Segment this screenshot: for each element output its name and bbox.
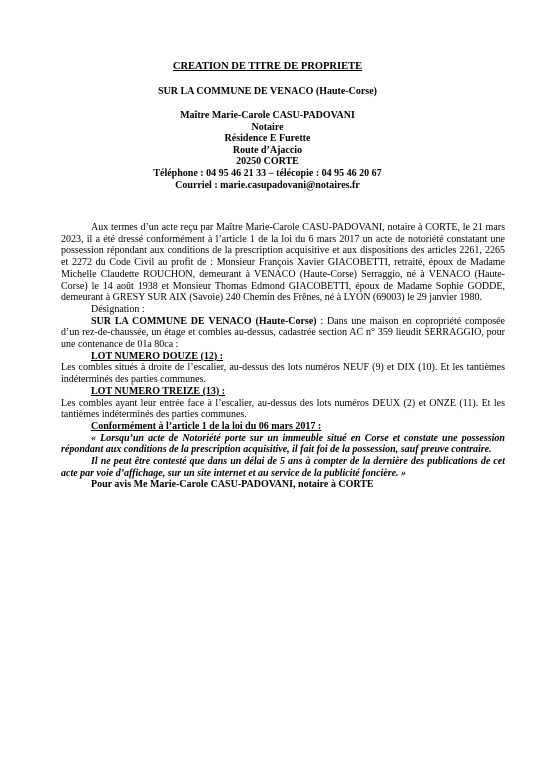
commune-paragraph xyxy=(61,316,505,351)
lot12-text: Les combles situés à droite de l’escalier, au-dessus des lots numéros NEUF (9) et DIX (10). Et les tantièmes indéterminés des parties communes. xyxy=(61,362,505,386)
lot13-title: LOT NUMERO TREIZE (13) : xyxy=(91,385,226,397)
document-body xyxy=(61,222,505,491)
notary-road: Route d’Ajaccio xyxy=(232,144,303,156)
legal-quote-1: « Lorsqu’un acte de Notoriété porte sur un immeuble situé en Corse et constate une possession répondant aux conditions de la prescription acquisitive, il fait foi de la possession, sauf preuve contraire. xyxy=(61,432,505,456)
designation-label: Désignation : xyxy=(91,303,145,315)
commune-label: SUR LA COMMUNE DE VENACO (Haute-Corse) xyxy=(91,315,317,327)
notary-city: 20250 CORTE xyxy=(236,156,299,168)
lot12-title: LOT NUMERO DOUZE (12) : xyxy=(91,350,224,362)
legal-quote-2: Il ne peut être contesté que dans un délai de 5 ans à compter de la dernière des publications de cet acte par voie d’affichage, sur un site internet et au service de la publicité foncière. » xyxy=(61,456,505,479)
closing-line: Pour avis Me Marie-Carole CASU-PADOVANI, notaire à CORTE xyxy=(91,479,374,491)
lot13-text: Les combles ayant leur entrée face à l’escalier, au-dessus des lots numéros DEUX (2) et ONZE (11). Et les tantièmes indéterminés des parties communes. xyxy=(61,397,505,421)
commune-text: : Dans une maison en copropriété composée d’un rez-de-chaussée, un étage et combles au-dessus, cadastrée section AC n° 359 lieudit SERRAGGIO, pour une contenance de 01a 80ca : xyxy=(61,315,505,351)
notary-name: Maître Marie-Carole CASU-PADOVANI xyxy=(180,110,355,121)
intro-paragraph: Aux termes d’un acte reçu par Maître Marie-Carole CASU-PADOVANI, notaire à CORTE, le 21 mars 2023, il a été dressé conformément à l’article 1 de la loi du 6 mars 2017 un acte de notoriété constatant une possession répondant aux conditions de la prescription acquisitive et aux dispositions des articles 2261, 2265 et 2272 du Code Civil au profit de : Monsieur François Xavier GIACOBETTI, retraité, époux de Madame Michelle Claudette ROUCHON, demeurant à VENACO (Haute-Corse) Serraggio, né à VENACO (Haute-Corse) le 14 août 1938 et Monsieur Thomas Edmond GIACOBETTI, époux de Madame Sophie GODDE, demeurant à GRESY SUR AIX (Savoie) 240 Chemin des Frênes, né à LYON (69003) le 29 janvier 1980. xyxy=(61,222,505,304)
conformity-title: Conformément à l’article 1 de la loi du 06 mars 2017 : xyxy=(91,420,322,432)
notary-phone: Téléphone : 04 95 46 21 33 – télécopie : 04 95 46 20 67 xyxy=(153,167,382,179)
document-title: CREATION DE TITRE DE PROPRIETE xyxy=(172,61,363,72)
notary-residence: Résidence E Furette xyxy=(224,133,311,145)
notary-header xyxy=(0,110,535,191)
document-subtitle: SUR LA COMMUNE DE VENACO (Haute-Corse) xyxy=(158,86,377,97)
notary-role: Notaire xyxy=(251,121,284,133)
notary-email: Courriel : marie.casupadovani@notaires.fr xyxy=(175,179,360,191)
